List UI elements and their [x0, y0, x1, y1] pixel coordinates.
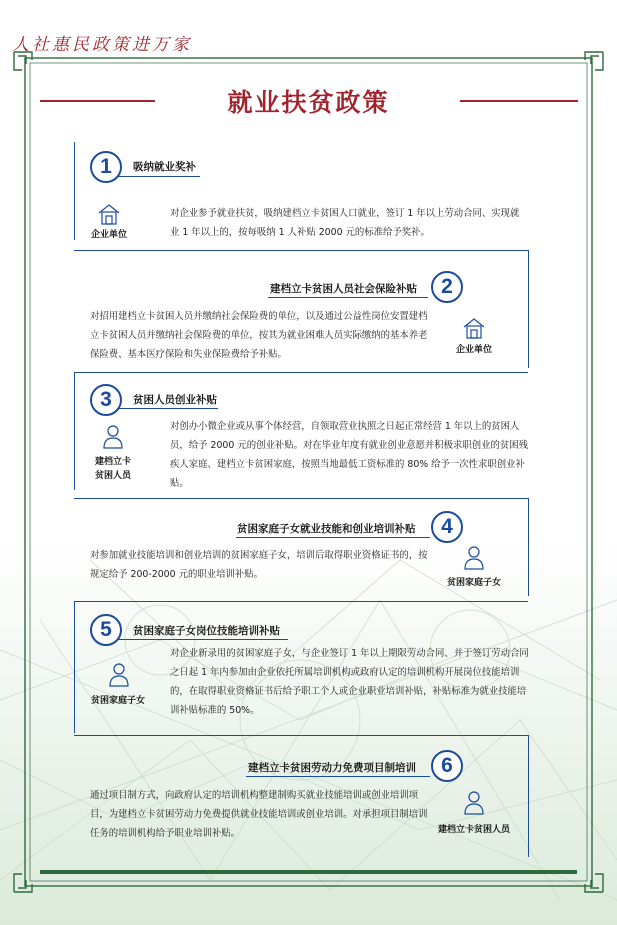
- section-4-title: 贫困家庭子女就业技能和创业培训补贴: [237, 523, 416, 535]
- person-icon: [108, 662, 130, 692]
- section-4-border: [528, 498, 529, 596]
- section-5-top-border: [74, 601, 528, 602]
- section-6-title: 建档立卡贫困劳动力免费项目制培训: [248, 762, 416, 774]
- person-icon: [463, 790, 485, 820]
- section-2-number: 2: [431, 271, 463, 303]
- section-5-title: 贫困家庭子女岗位技能培训补贴: [133, 625, 280, 637]
- section-3-number: 3: [90, 384, 122, 416]
- section-4-text: 对参加就业技能培训和创业培训的贫困家庭子女，培训后取得职业资格证书的，按规定给予 200-2000 元的职业培训补贴。: [90, 550, 428, 580]
- section-2-top-border: [74, 250, 528, 251]
- section-6-number: 6: [431, 750, 463, 782]
- section-2-border: [528, 250, 529, 368]
- section-4-number: 4: [431, 511, 463, 543]
- section-3-border: [74, 372, 75, 490]
- person-icon: [463, 545, 485, 575]
- section-4-top-border: [74, 498, 528, 499]
- section-4-icon-label: 贫困家庭子女: [446, 578, 501, 588]
- section-5-number: 5: [90, 614, 122, 646]
- section-2-title: 建档立卡贫困人员社会保险补贴: [270, 283, 417, 295]
- section-1-text: 对企业参予就业扶贫，吸纳建档立卡贫困人口就业，签订 1 年以上劳动合同、实现就业 1 年以上的，按每吸纳 1 人补贴 2000 元的标准给予奖补。: [170, 208, 520, 238]
- section-2-underline: [268, 297, 428, 298]
- section-1-icon-label: 企业单位: [90, 230, 127, 240]
- section-2-text: 对招用建档立卡贫困人员并缴纳社会保险费的单位，以及通过公益性岗位安置建档立卡贫困人员并缴纳社会保险费的单位，按其为就业困难人员实际缴纳的基本养老保险费、基本医疗保险和失业保险费给予补贴。: [90, 311, 428, 360]
- section-1-number: 1: [90, 151, 122, 183]
- building-icon: [97, 203, 121, 229]
- section-5-border: [74, 601, 75, 733]
- section-6-border: [528, 735, 529, 857]
- section-3-underline: [118, 408, 218, 409]
- section-6-top-border: [74, 735, 528, 736]
- section-1-title: 吸纳就业奖补: [133, 161, 196, 173]
- section-5-text: 对企业新录用的贫困家庭子女，与企业签订 1 年以上期限劳动合同、并于签订劳动合同之日起 1 年内参加由企业依托所属培训机构或政府认定的培训机构开展岗位技能培训的，在取得职业资格证书后给予职工个人或企业职业培训补贴，补贴标准为就业技能培训补贴标准的 50%。: [170, 648, 529, 716]
- section-5-icon-label: 贫困家庭子女: [90, 696, 145, 706]
- section-3-text: 对创办小微企业或从事个体经营，自领取营业执照之日起正常经营 1 年以上的贫困人员，给予 2000 元的创业补贴。对在毕业年度有就业创业意愿并积极求职创业的贫困残疾人家庭、建档立卡贫困家庭，按照当地最低工资标准的 80% 给予一次性求职创业补贴。: [170, 421, 528, 489]
- section-6-underline: [246, 776, 430, 777]
- section-4-underline: [236, 537, 430, 538]
- section-3-icon-label: 建档立卡 贫困人员: [94, 457, 131, 481]
- person-icon: [102, 424, 124, 454]
- section-6-icon-label: 建档立卡贫困人员: [437, 825, 510, 835]
- page-title: 就业扶贫政策: [227, 88, 390, 117]
- slogan-text: 人社惠民政策进万家: [12, 35, 192, 55]
- section-1-border: [74, 142, 75, 240]
- section-1-underline: [118, 176, 200, 177]
- section-5-underline: [118, 639, 288, 640]
- section-3-top-border: [74, 372, 528, 373]
- section-6-text: 通过项目制方式，向政府认定的培训机构整建制购买就业技能培训或创业培训项目，为建档立卡贫困劳动力免费提供就业技能培训或创业培训。对承担项目制培训任务的培训机构给予职业培训补贴。: [90, 790, 428, 839]
- section-3-title: 贫困人员创业补贴: [133, 394, 217, 406]
- building-icon: [462, 317, 486, 343]
- section-2-icon-label: 企业单位: [455, 345, 492, 355]
